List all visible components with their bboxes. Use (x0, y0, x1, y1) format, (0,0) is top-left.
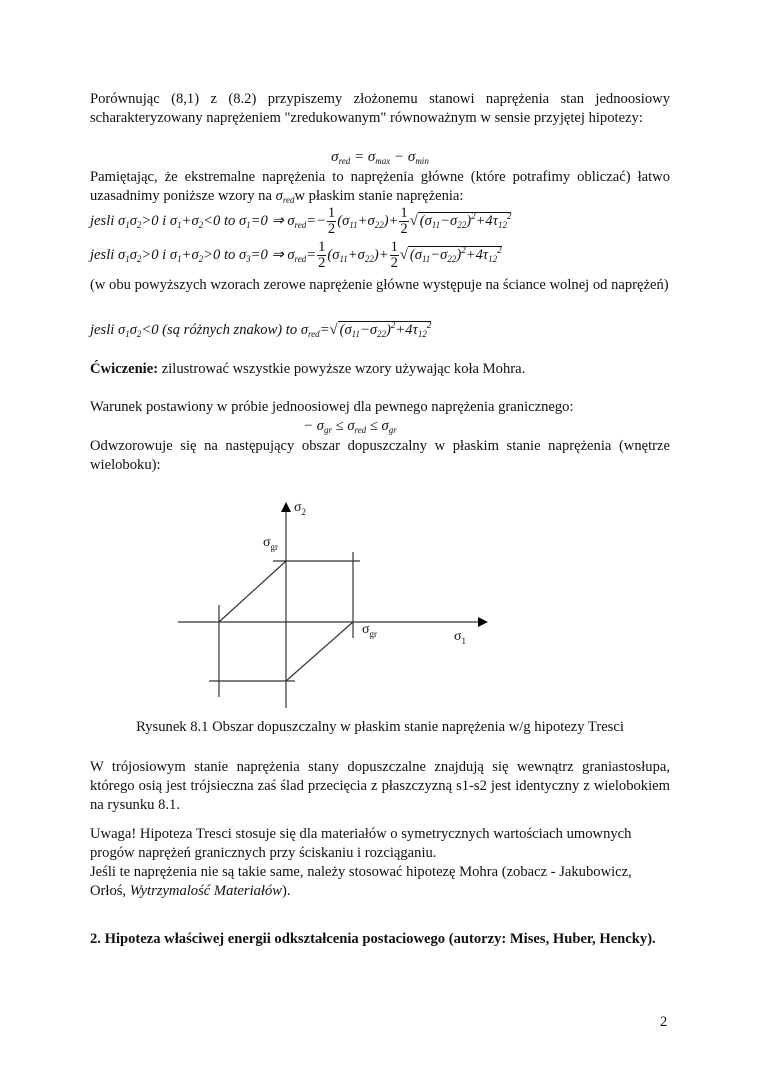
lower-diagonal (286, 622, 353, 681)
text: w płaskim stanie naprężenia: (294, 188, 464, 204)
formula-exponent: 2 (426, 320, 432, 330)
formula-text: >0 i (141, 246, 170, 263)
formula-text: + (181, 246, 192, 263)
formula-symbol: $\sigma_1$ (117, 246, 130, 264)
formula-text: ( (339, 322, 345, 338)
formula-symbol: $\sigma_{gr}$ (316, 418, 332, 435)
paragraph-extreme-stresses (90, 168, 670, 210)
upper-diagonal (219, 561, 286, 622)
formula-exponent: 2 (461, 244, 466, 255)
formula-text: =0 ⇒ (250, 246, 288, 263)
paragraph-triaxial: W trójosiowym stanie naprężenia stany dopuszczalne znajdują się wewnątrz graniastosłupa, którego osią jest trójsieczna zaś ślad przecięcia z płaszczyzną s1-s2 jest identyczny z wielobokiem na rysunku 8.1. (90, 759, 670, 813)
sigma1-arrow-icon (478, 617, 488, 627)
formula-text: = (350, 149, 368, 165)
formula-symbol: $\sigma_2$ (129, 212, 142, 230)
formula-text: jesli (90, 246, 118, 263)
formula-text: )+ (383, 212, 399, 229)
page-number: 2 (660, 1014, 668, 1030)
label-sigma2: $\sigma_2$ (294, 500, 307, 517)
formula-symbol: $\sigma_{22}$ (357, 246, 374, 264)
formula-text: ) (386, 322, 391, 338)
paragraph-intro: Porównując (8,1) z (8.2) przypiszemy złożonemu stanowi naprężenia stan jednoosiowy scharakteryzowany naprężeniem "zredukowanym" równoważnym w sensie przyjętej hipotezy: (90, 91, 670, 126)
formula-text: jesli (90, 212, 118, 229)
label-sigma1: $\sigma_1$ (454, 629, 467, 646)
formula-text: )+ (373, 246, 389, 263)
exercise-text: zilustrować wszystkie powyższe wzory używając koła Mohra. (158, 361, 526, 377)
paragraph-mohra: Jeśli te naprężenia nie są takie same, należy stosować hipotezę Mohra (zobacz - Jakubowicz, Orłoś, Wytrzymalość Materiałów). (90, 864, 632, 899)
formula-text: − (390, 149, 408, 165)
formula-fraction: $\frac{1}{2}$ (327, 205, 336, 237)
formula-symbol: $\sigma_{11}$ (332, 246, 348, 264)
formula-text: ≤ (366, 418, 382, 434)
formula-symbol: $\sigma_{red}$ (331, 149, 351, 166)
paragraph-condition: Warunek postawiony w próbie jednoosiowej dla pewnego naprężenia granicznego: (90, 399, 574, 415)
formula-fraction: $\frac{1}{2}$ (400, 205, 408, 237)
formula-case-positive (90, 240, 670, 271)
sigma2-arrow-icon (281, 502, 291, 512)
formula-symbol: $\sigma_{red}$ (347, 418, 367, 435)
formula-text: jesli (90, 322, 118, 338)
sigma-red-symbol: $\sigma_{red}$ (275, 188, 295, 205)
formula-symbol: $\sigma_1$ (169, 246, 182, 264)
formula-symbol: $\sigma_{max}$ (367, 149, 391, 166)
formula-text: + (357, 212, 368, 229)
formula-text: ) (466, 212, 472, 229)
formula-symbol: $\sigma_{red}$ (287, 246, 307, 264)
formula-radicand (418, 212, 512, 229)
formula-text: >0 to (203, 246, 239, 263)
formula-symbol: $\sigma_{red}$ (300, 322, 320, 339)
formula-symbol: $\sigma_1$ (117, 322, 130, 339)
sqrt-icon: √ (329, 322, 338, 338)
formula-text: ( (327, 246, 333, 263)
formula-text: = (306, 246, 317, 263)
formula-exponent: 2 (497, 244, 502, 255)
formula-text: ≤ (332, 418, 348, 434)
formula-symbol: $\sigma_2$ (191, 246, 204, 264)
formula-symbol: $\tau_{12}$ (412, 322, 427, 339)
formula-symbol: $\sigma_{11}$ (414, 246, 431, 264)
formula-text: <0 to (203, 212, 239, 229)
book-title: Wytrzymalość Materiałów (129, 883, 283, 899)
text: Pamiętając, że ekstremalne naprężenia to naprężenia główne (które potrafimy obliczać) łatwo uzasadnimy poniższe wzory na (90, 169, 670, 204)
formula-symbol: $\sigma_{22}$ (367, 212, 384, 230)
formula-symbol: $\sigma_{22}$ (369, 322, 387, 339)
formula-text: = (319, 322, 330, 338)
formula-symbol: $\sigma_{min}$ (407, 149, 429, 166)
formula-text: +4 (395, 322, 413, 338)
formula-symbol: $\tau_{12}$ (482, 246, 498, 264)
formula-symbol: $\sigma_{22}$ (440, 246, 457, 264)
formula-symbol: $\sigma_{11}$ (344, 322, 360, 339)
formula-exponent: 2 (390, 320, 396, 330)
formula-exponent: 2 (471, 210, 476, 221)
figure-caption: Rysunek 8.1 Obszar dopuszczalny w płaskim stanie naprężenia w/g hipotezy Tresci (136, 719, 624, 735)
paragraph-exercise (90, 360, 670, 379)
formula-exponent: 2 (506, 210, 512, 221)
formula-symbol: $\sigma_1$ (238, 212, 251, 230)
formula-symbol: $\sigma_{22}$ (450, 212, 467, 230)
formula-text: − (440, 212, 450, 229)
formula-case-negative (90, 206, 670, 237)
label-sigma-gr-right: $\sigma_{gr}$ (362, 622, 378, 639)
formula-text: + (181, 212, 192, 229)
formula-symbol: $\sigma_{11}$ (342, 212, 358, 230)
formula-radicand (338, 321, 432, 338)
formula-text: − (430, 246, 441, 263)
formula-text: =0 ⇒ (250, 212, 288, 229)
formula-symbol: $\tau_{12}$ (492, 212, 507, 230)
label-sigma-gr-top: $\sigma_{gr}$ (263, 535, 279, 552)
formula-fraction: $\frac{1}{2}$ (390, 239, 398, 271)
formula-text: ) (456, 246, 462, 263)
formula-symbol: $\sigma_3$ (238, 246, 251, 264)
formula-radicand (408, 246, 502, 263)
sqrt-icon: √ (399, 246, 408, 263)
formula-symbol: $\sigma_{gr}$ (381, 418, 397, 435)
formula-text: ( (409, 246, 415, 263)
exercise-label: Ćwiczenie: (90, 361, 159, 377)
section-heading: 2. Hipoteza właściwej energii odkształcenia postaciowego (autorzy: Mises, Huber, Hencky). (90, 931, 656, 947)
formula-symbol: $\sigma_1$ (117, 212, 130, 230)
formula-text: ( (337, 212, 343, 229)
formula-symbol: $\sigma_2$ (129, 322, 142, 339)
formula-text: +4 (465, 246, 483, 263)
formula-symbol: $\sigma_2$ (191, 212, 204, 230)
paragraph-warning: Uwaga! Hipoteza Tresci stosuje się dla materiałów o symetrycznych wartościach umownych progów naprężeń granicznych przy ściskaniu i rozciąganiu. (90, 826, 632, 861)
sqrt-icon: √ (409, 212, 418, 229)
formula-symbol: $\sigma_2$ (129, 246, 142, 264)
formula-fraction: $\frac{1}{2}$ (318, 239, 326, 271)
formula-symbol: $\sigma_{red}$ (287, 212, 307, 230)
formula-text: >0 i (141, 212, 170, 229)
formula-case-mixed (90, 316, 670, 344)
paragraph-mapping: Odwzorowuje się na następujący obszar dopuszczalny w płaskim stanie naprężenia (wnętrze wieloboku): (90, 438, 670, 473)
formula-text: + (347, 246, 358, 263)
formula-text: <0 (są różnych znakow) to (141, 322, 301, 338)
formula-text: − (359, 322, 370, 338)
formula-text: − (303, 418, 317, 434)
formula-text: ( (419, 212, 425, 229)
paragraph-note: (w obu powyższych wzorach zerowe naprężenie główne występuje na ściance wolnej od naprężeń) (90, 277, 669, 293)
formula-symbol: $\sigma_1$ (169, 212, 182, 230)
formula-text: =− (306, 212, 326, 229)
formula-symbol: $\sigma_{11}$ (424, 212, 441, 230)
formula-text: +4 (475, 212, 493, 229)
